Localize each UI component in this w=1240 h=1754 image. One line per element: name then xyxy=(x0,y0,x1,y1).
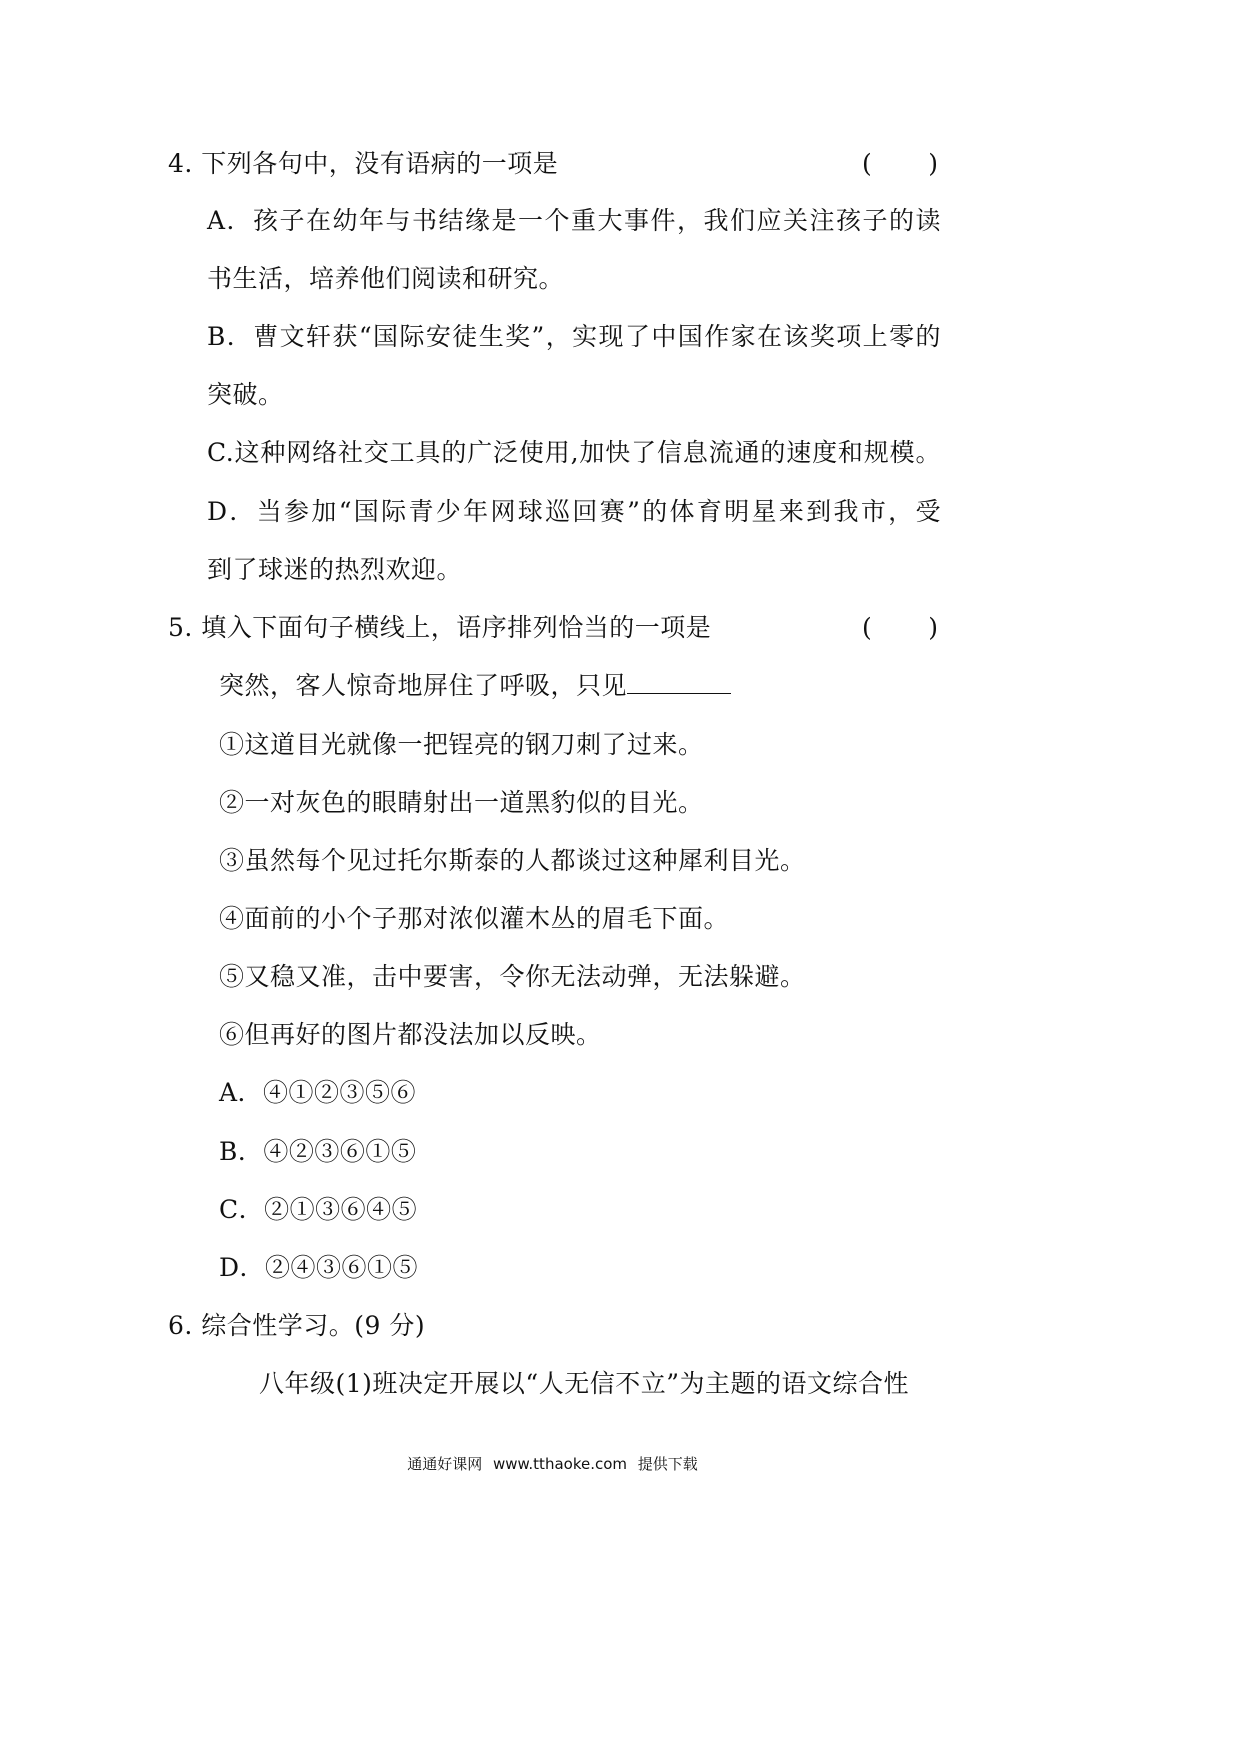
question-5-stem: 5. 填入下面句子横线上，语序排列恰当的一项是 xyxy=(168,613,712,642)
question-5-item-5: ⑤又稳又准，击中要害，令你无法动弹，无法躲避。 xyxy=(219,962,806,991)
footer-site-name: 通通好课网 xyxy=(407,1455,483,1473)
question-5-item-6: ⑥但再好的图片都没法加以反映。 xyxy=(219,1020,602,1049)
question-4-option-d-line2: 到了球迷的热烈欢迎。 xyxy=(207,555,463,584)
bracket-close: ) xyxy=(928,613,938,642)
question-5-option-d: D．②④③⑥①⑤ xyxy=(219,1253,419,1282)
question-4-answer-bracket xyxy=(862,148,938,180)
question-4-option-a-line2: 书生活，培养他们阅读和研究。 xyxy=(207,264,565,293)
footer-suffix: 提供下载 xyxy=(637,1455,698,1473)
question-5-item-4: ④面前的小个子那对浓似灌木丛的眉毛下面。 xyxy=(219,904,730,933)
question-5-sentence-text: 突然，客人惊奇地屏住了呼吸，只见 xyxy=(219,671,628,700)
footer-url[interactable]: www.tthaoke.com xyxy=(492,1455,628,1473)
question-5-option-c: C．②①③⑥④⑤ xyxy=(219,1195,418,1224)
page-footer xyxy=(0,1453,1105,1475)
question-4-option-c-line1: C.这种网络社交工具的广泛使用,加快了信息流通的速度和规模。 xyxy=(207,438,941,467)
bracket-open: ( xyxy=(862,613,872,642)
question-4-option-d-line1: D．当参加“国际青少年网球巡回赛”的体育明星来到我市，受 xyxy=(207,497,941,526)
question-4-option-b-line2: 突破。 xyxy=(207,380,284,409)
question-5-answer-bracket xyxy=(862,612,938,644)
question-5-item-3: ③虽然每个见过托尔斯泰的人都谈过这种犀利目光。 xyxy=(219,846,806,875)
question-6-stem: 6. 综合性学习。(9 分) xyxy=(168,1311,426,1340)
question-4-option-b-line1: B．曹文轩获“国际安徒生奖”，实现了中国作家在该奖项上零的 xyxy=(207,322,941,351)
question-4-stem: 4. 下列各句中，没有语病的一项是 xyxy=(168,149,559,178)
question-5-item-2: ②一对灰色的眼睛射出一道黑豹似的目光。 xyxy=(219,788,704,817)
question-4-option-a-line1: A．孩子在幼年与书结缘是一个重大事件，我们应关注孩子的读 xyxy=(207,206,941,235)
fill-blank-line xyxy=(627,671,731,694)
question-5-item-1: ①这道目光就像一把锃亮的钢刀刺了过来。 xyxy=(219,730,704,759)
question-5-option-a: A．④①②③⑤⑥ xyxy=(219,1078,417,1107)
question-6-paragraph: 八年级(1)班决定开展以“人无信不立”为主题的语文综合性 xyxy=(259,1369,909,1398)
question-5-sentence xyxy=(219,670,731,702)
question-5-option-b: B．④②③⑥①⑤ xyxy=(219,1137,417,1166)
bracket-close: ) xyxy=(928,149,938,178)
bracket-open: ( xyxy=(862,149,872,178)
